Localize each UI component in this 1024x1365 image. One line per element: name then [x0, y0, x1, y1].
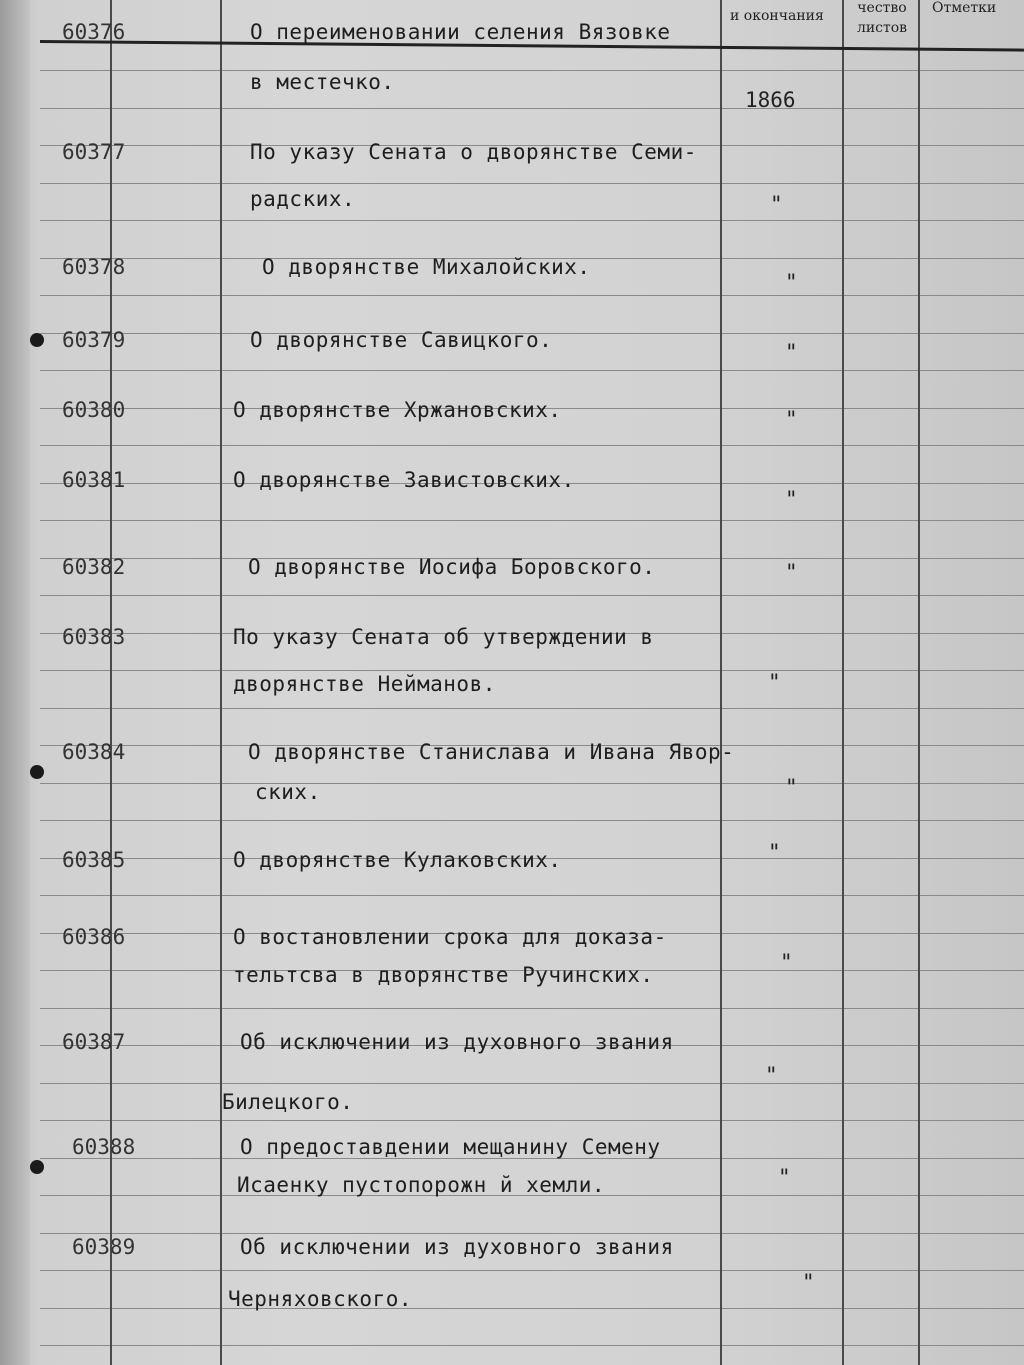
ruled-line — [40, 1120, 1024, 1121]
entry-number: 60389 — [72, 1235, 136, 1259]
ruled-line — [40, 820, 1024, 821]
column-divider — [220, 0, 222, 1365]
entry-number: 60384 — [62, 740, 126, 764]
entry-title-line: в местечко. — [250, 70, 395, 94]
entry-date: " — [770, 192, 783, 216]
entry-date: " — [785, 340, 798, 364]
entry-title-line: О дворянстве Станислава и Ивана Явор- — [248, 740, 735, 764]
entry-date: " — [768, 840, 781, 864]
column-divider — [918, 0, 920, 1365]
ruled-line — [40, 520, 1024, 521]
entry-title-line: тельтсва в дворянстве Ручинских. — [233, 963, 654, 987]
entry-title-line: Об исключении из духовного звания — [240, 1235, 674, 1259]
entry-title-line: О дворянстве Савицкого. — [250, 328, 553, 352]
binding-hole — [30, 333, 44, 347]
entry-title-line: По указу Сената о дворянстве Семи- — [250, 140, 697, 164]
entry-title-line: О предоставдении мещанину Семену — [240, 1135, 661, 1159]
ruled-line — [40, 183, 1024, 184]
header-dates: и окончания — [730, 8, 824, 24]
ruled-line — [40, 108, 1024, 109]
entry-title-line: О дворянстве Михалойских. — [262, 255, 591, 279]
ruled-line — [40, 295, 1024, 296]
entry-date: " — [785, 487, 798, 511]
entry-date: " — [780, 950, 793, 974]
header-notes: Отметки — [932, 0, 997, 16]
header-sheets: чество листов — [856, 0, 908, 36]
ruled-line — [40, 370, 1024, 371]
entry-date: " — [785, 560, 798, 584]
ruled-line — [40, 70, 1024, 71]
entry-title-line: О дворянстве Иосифа Боровского. — [248, 555, 656, 579]
ruled-line — [40, 1308, 1024, 1309]
entry-date: " — [785, 270, 798, 294]
ruled-line — [40, 670, 1024, 671]
ruled-line — [40, 783, 1024, 784]
entry-title-line: О переименовании селения Вязовке — [250, 20, 671, 44]
entry-number: 60387 — [62, 1030, 126, 1054]
entry-title-line: радских. — [250, 187, 356, 211]
column-divider — [842, 0, 844, 1365]
entry-number: 60377 — [62, 140, 126, 164]
column-divider — [110, 0, 112, 1365]
ruled-line — [40, 895, 1024, 896]
ruled-line — [40, 445, 1024, 446]
entry-number: 60382 — [62, 555, 126, 579]
entry-date: " — [768, 670, 781, 694]
entry-date: " — [765, 1063, 778, 1087]
entry-number: 60383 — [62, 625, 126, 649]
entry-title-line: дворянстве Нейманов. — [233, 672, 496, 696]
entry-title-line: По указу Сената об утверждении в — [233, 625, 654, 649]
ruled-line — [40, 1270, 1024, 1271]
entry-number: 60378 — [62, 255, 126, 279]
entry-title-line: Билецкого. — [222, 1090, 354, 1114]
entry-title-line: Черняховского. — [228, 1287, 413, 1311]
entry-date: " — [802, 1270, 815, 1294]
entry-title-line: Исаенку пустопорожн й хемли. — [237, 1173, 606, 1197]
column-divider — [720, 0, 722, 1365]
entry-title-line: ских. — [255, 780, 321, 804]
entry-date: " — [785, 775, 798, 799]
entry-title-line: О дворянстве Хржановских. — [233, 398, 562, 422]
entry-number: 60386 — [62, 925, 126, 949]
ruled-line — [40, 1083, 1024, 1084]
entry-number: 60380 — [62, 398, 126, 422]
ruled-line — [40, 708, 1024, 709]
entry-title-line: О дворянстве Кулаковских. — [233, 848, 562, 872]
entry-number: 60381 — [62, 468, 126, 492]
ruled-line — [40, 1233, 1024, 1234]
entry-date: " — [778, 1165, 791, 1189]
entry-number: 60388 — [72, 1135, 136, 1159]
ruled-line — [40, 595, 1024, 596]
binding-hole — [30, 1160, 44, 1174]
entry-title-line: Об исключении из духовного звания — [240, 1030, 674, 1054]
entry-number: 60379 — [62, 328, 126, 352]
binding-margin — [0, 0, 30, 1365]
entry-date: 1866 — [745, 88, 796, 112]
entry-title-line: О востановлении срока для доказа- — [233, 925, 667, 949]
binding-hole — [30, 765, 44, 779]
entry-number: 60385 — [62, 848, 126, 872]
ruled-line — [40, 220, 1024, 221]
ruled-line — [40, 1008, 1024, 1009]
entry-date: " — [785, 407, 798, 431]
ruled-line — [40, 1345, 1024, 1346]
entry-number: 60376 — [62, 20, 126, 44]
entry-title-line: О дворянстве Завистовских. — [233, 468, 575, 492]
